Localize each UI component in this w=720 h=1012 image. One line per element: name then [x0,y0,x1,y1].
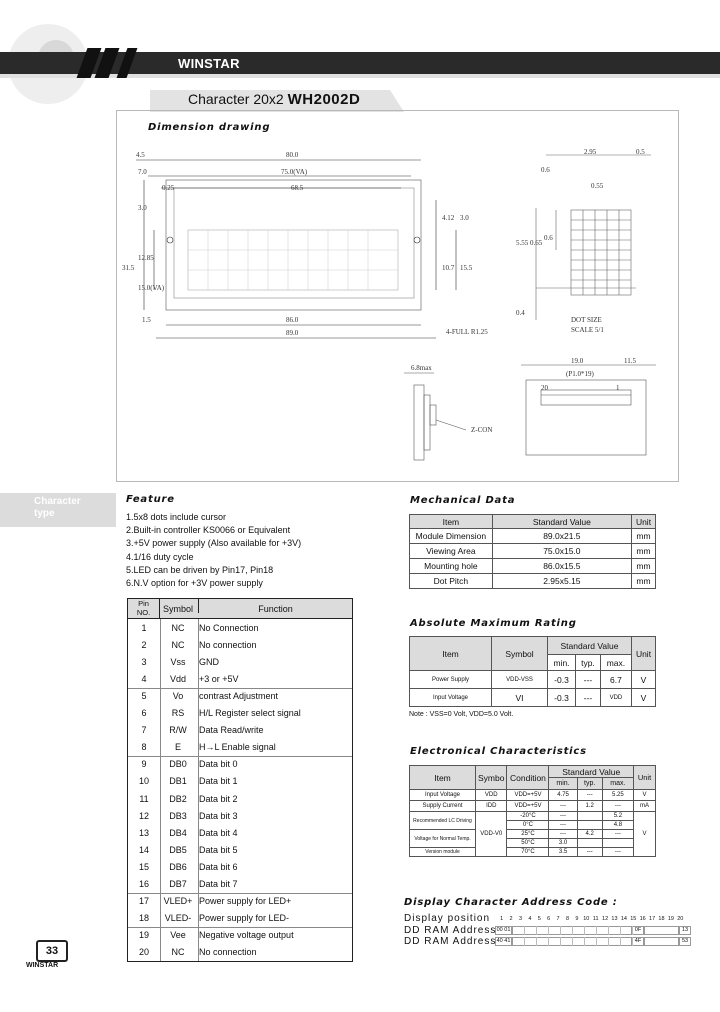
pin-sym-cell: Vss [170,657,186,668]
th-standard: Standard Value [492,515,631,529]
pin-no-cell: 11 [139,793,149,804]
pin-fn-cell: Data bit 3 [199,810,238,821]
electronical-table: Item Symbo Condition Standard Value Unit min. typ. max. Input Voltage VDD VDD=+5V 4.75 --- 5.25 V Supply Current IDD VDD=+5V --- 1.2 --- mA Recommended LC Driving VDD-V0 -20°C --- 5.2 V 0°C --- 4.8 Voltage for Normal Temp. 25°C --- 4.2 --- 50°C 3.0 Version module 70°C 3.5 --- --- [409,765,656,857]
dim-label: 5.55 [516,239,529,247]
dim-label: 80.0 [286,151,299,159]
pin-row [128,708,352,725]
dim-label: 20 [541,384,548,392]
section-title-electronical: Electronical Characteristics [410,746,587,757]
dim-label: 2.95 [584,148,597,156]
pin-no-cell: 5 [141,691,147,702]
dim-label: 12.85 [138,254,154,262]
feature-item: 3.+5V power supply (Also available for +3V) [126,538,302,549]
dim-label: 86.0 [286,316,299,324]
brand-name: WINSTAR [178,56,240,71]
pin-sym-cell: DB3 [169,810,187,821]
pin-sym-cell: RS [171,708,185,719]
pin-fn-cell: Data bit 4 [199,827,238,838]
pin-fn-cell: H/L Register select signal [199,708,301,719]
pin-sym-cell: DB7 [169,878,187,889]
pin-no-cell: 12 [138,810,149,821]
side-tab-character-type: Character type [0,493,116,527]
address-cell: 13 [679,926,691,935]
pin-no-cell: 6 [141,708,147,719]
pin-no-cell: 1 [141,623,147,633]
address-position-number: 4 [528,916,532,922]
address-position-number: 1 [500,916,504,922]
address-cell-divider [548,926,549,935]
dim-label: 75.0(VA) [281,168,308,176]
address-position-number: 16 [639,916,646,922]
dim-label: 0.55 [591,182,604,190]
dim-label: 0.5 [636,148,645,156]
pin-no-cell: 4 [141,674,147,685]
pin-fn-cell: Data bit 7 [199,878,238,889]
address-position-number: 7 [556,916,560,922]
dim-label: 3.0 [138,204,147,212]
address-cell-divider [596,926,597,935]
pin-fn-cell: Negative voltage output [199,929,294,940]
pin-row [128,623,352,640]
pin-sym-cell: DB6 [169,861,187,872]
pin-fn-cell: Data bit 0 [199,759,238,770]
address-cell-divider [620,926,621,935]
pin-fn-cell: Power supply for LED+ [199,895,292,906]
dim-label: 68.5 [291,184,304,192]
page-title: Character 20x2 WH2002D [188,91,361,108]
dim-label: 89.0 [286,329,299,337]
pin-sym-cell: NC [171,640,185,651]
address-cell [644,937,679,946]
address-cell-divider [524,937,525,946]
dim-label: 4.12 [442,214,455,222]
pin-sym-cell: E [174,742,181,753]
section-title-address: Display Character Address Code : [404,897,618,908]
feature-list [126,511,301,590]
pin-group-divider [128,927,352,928]
address-cell-divider [560,926,561,935]
pin-table-header: Pin NO. Symbol Function [128,599,352,619]
feature-item: 5.LED can be driven by Pin17, Pin18 [126,564,274,575]
pin-fn-cell: Power supply for LED- [199,912,290,923]
feature-item: 4.1/16 duty cycle [126,551,194,562]
dim-label: 15.5 [460,264,473,272]
pin-no-cell: 7 [141,725,147,736]
dim-label: 6.8max [411,364,432,372]
pin-sym-cell: DB1 [169,776,187,787]
pin-fn-cell: H→L Enable signal [199,742,276,753]
pin-row [128,896,352,913]
section-title-dimension: Dimension drawing [148,122,271,133]
pin-row [128,811,352,828]
pin-fn-cell: Data bit 2 [199,793,238,804]
address-position-number: 3 [518,916,523,922]
address-position-number: 18 [658,916,665,922]
pin-group-divider [128,756,352,757]
address-position-number: 10 [583,916,590,922]
mechanical-table: Item Standard Value Unit Module Dimension 89.0x21.5 mm Viewing Area 75.0x15.0 mm Mounting hole 86.0x15.5 mm Dot Pitch 2.95x5.15 mm [409,514,656,589]
pin-fn-cell: GND [199,657,219,668]
pin-column-divider [198,619,199,961]
address-position-number: 13 [611,916,618,922]
pin-no-cell: 15 [138,861,149,872]
pin-fn-cell: No connection [199,946,257,957]
pin-fn-cell: Data Read/write [199,725,264,736]
address-ddram-row2-label: DD RAM Address [404,936,497,947]
pin-no-cell: 13 [138,827,149,838]
dim-label: 15.0(VA) [138,284,165,292]
pin-no-cell: 10 [138,776,149,787]
pin-sym-cell: R/W [169,725,187,736]
dim-label: 1 [616,384,620,392]
pin-no-cell: 8 [141,742,147,753]
footer-brand: WINSTAR [26,962,59,969]
dim-label: 11.5 [624,357,636,365]
address-position-number: 19 [667,916,674,922]
pin-sym-cell: NC [171,946,185,957]
address-position-number: 5 [537,916,541,922]
dim-label: 0.4 [516,309,525,317]
address-cell: 4F [632,937,644,946]
pin-fn-cell: contrast Adjustment [199,691,279,702]
pin-row [128,776,352,793]
pin-fn-cell: No Connection [199,623,259,633]
dim-label: 3.0 [460,214,469,222]
dim-label: 19.0 [571,357,584,365]
dot-size-caption: DOT SIZE [571,316,602,324]
address-position-number: 15 [630,916,637,922]
feature-item: 1.5x8 dots include cursor [126,512,227,522]
absolute-note: Note : VSS=0 Volt, VDD=5.0 Volt. [409,711,514,718]
dim-label: 0.6 [544,234,553,242]
pin-row [128,828,352,845]
address-position-number: 6 [547,916,551,922]
pin-row [128,725,352,742]
address-cell-divider [572,926,573,935]
address-cell-divider [560,937,561,946]
address-cell-divider [584,926,585,935]
pin-sym-cell: NC [171,623,185,633]
dim-label: 0.25 [162,184,175,192]
address-cell-divider [524,926,525,935]
address-position-number: 2 [509,916,513,922]
pin-row [128,640,352,657]
th-item: Item [410,515,493,529]
pin-sym-cell: DB0 [169,759,187,770]
address-cell: 53 [679,937,691,946]
pin-fn-cell: +3 or +5V [199,674,239,685]
pin-row [128,657,352,674]
dimension-drawing [116,110,679,482]
feature-item: 2.Built-in controller KS0066 or Equivalent [126,525,291,536]
pin-sym-cell: Vdd [169,674,186,685]
pin-no-cell: 18 [138,912,149,923]
dim-label: 4-FULL R1.25 [446,328,488,336]
page-number-badge: 33 [36,940,68,962]
th-unit: Unit [632,515,656,529]
dim-label: (P1.0*19) [566,370,594,378]
section-title-feature: Feature [126,494,175,505]
address-cell-divider [608,926,609,935]
pin-row [128,794,352,811]
pin-sym-cell: DB5 [169,844,187,855]
pin-no-cell: 17 [138,895,149,906]
pin-row [128,862,352,879]
pin-group-divider [128,688,352,689]
dim-label: 31.5 [122,264,135,272]
section-title-mechanical: Mechanical Data [410,495,516,506]
address-cell-divider [572,937,573,946]
pin-sym-cell: DB2 [169,793,187,804]
pin-fn-cell: Data bit 6 [199,861,238,872]
feature-item: 6.N.V option for +3V power supply [126,578,263,589]
dim-label: 0.65 [530,239,543,247]
dim-label: 4.5 [136,151,145,159]
address-cell-divider [584,937,585,946]
pin-no-cell: 16 [138,878,149,889]
pin-sym-cell: Vo [172,691,184,702]
address-position-number: 11 [592,916,599,922]
address-cell-divider [596,937,597,946]
address-ddram-row1-label: DD RAM Address [404,925,497,936]
pin-fn-cell: No connection [199,640,257,651]
dim-label: Z-CON [471,426,493,434]
dot-scale-caption: SCALE 5/1 [571,326,604,334]
pin-no-cell: 3 [141,657,147,668]
pin-fn-cell: Data bit 5 [199,844,238,855]
dim-label: 0.6 [541,166,550,174]
pin-sym-cell: VLED+ [163,895,193,906]
section-title-absolute: Absolute Maximum Rating [410,618,577,629]
pin-row [128,691,352,708]
pin-sym-cell: Vee [170,929,186,940]
address-cell-divider [536,926,537,935]
address-position-number: 14 [620,916,627,922]
pin-column-divider [160,619,161,961]
address-cell-divider [632,926,633,935]
pin-sym-cell: DB4 [169,827,187,838]
address-position-number: 20 [677,916,684,922]
address-position-number: 17 [649,916,656,922]
pin-no-cell: 14 [138,844,149,855]
address-position-number: 9 [575,916,579,922]
dim-label: 10.7 [442,264,455,272]
pin-no-cell: 2 [141,640,147,651]
pin-group-divider [128,893,352,894]
pin-row [128,930,352,947]
address-position-number: 8 [565,916,570,922]
address-cell [644,926,679,935]
pin-sym-cell: VLED- [164,912,192,923]
dim-label: 1.5 [142,316,151,324]
absolute-rating-table: Item Symbol Standard Value Unit min. typ. max. Power Supply VDD-VSS -0.3 --- 6.7 V Input Voltage VI -0.3 --- VDD V [409,636,656,707]
address-cell-divider [548,937,549,946]
pin-no-cell: 20 [138,946,149,957]
pin-no-cell: 9 [141,759,147,770]
address-cell: 00 01 [496,927,511,933]
address-cell: 40 41 [496,938,511,944]
pin-no-cell: 19 [138,929,149,940]
pin-row [128,947,352,964]
pin-row [128,759,352,776]
pin-table [127,598,353,962]
address-cell-divider [632,937,633,946]
address-cell: 0F [632,926,644,935]
address-cell-divider [536,937,537,946]
address-cell-divider [620,937,621,946]
pin-row [128,845,352,862]
dim-label: 7.0 [138,168,147,176]
address-cell-divider [608,937,609,946]
address-display-position-label: Display position [404,913,491,924]
address-position-number: 12 [602,916,609,922]
pin-fn-cell: Data bit 1 [199,776,238,787]
